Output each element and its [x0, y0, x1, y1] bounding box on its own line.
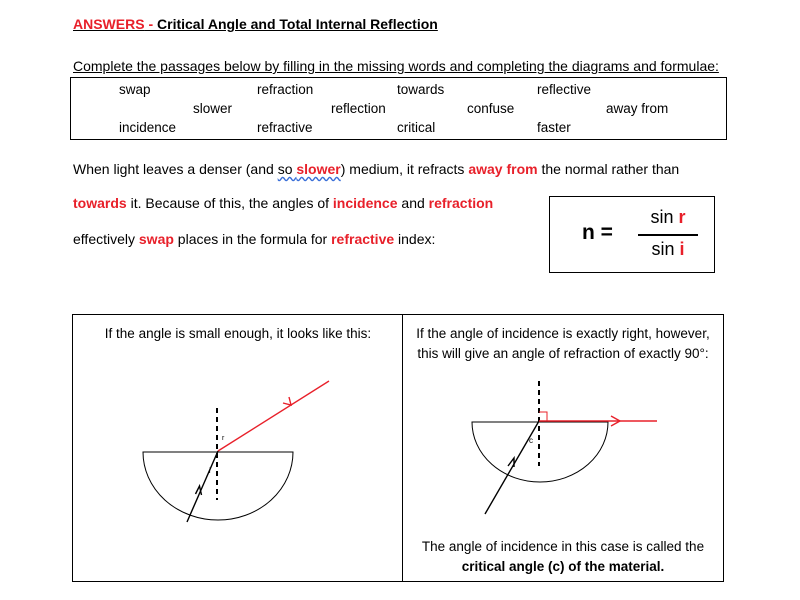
- passage-text: When light leaves a denser (and: [73, 161, 278, 177]
- passage-text: so: [277, 161, 297, 177]
- word-bank-item: towards: [397, 82, 445, 97]
- word-bank-item: critical: [397, 120, 436, 135]
- answer-word: refractive: [331, 231, 395, 247]
- passage-text: the normal rather than: [537, 161, 680, 177]
- answer-word: incidence: [332, 195, 398, 211]
- formula-sin: sin: [651, 239, 680, 259]
- formula-lhs: n =: [582, 221, 613, 244]
- right-caption-line: this will give an angle of refraction of exactly 90°:: [417, 346, 709, 361]
- word-bank-item: reflection: [331, 101, 386, 116]
- critical-angle-caption-line: critical angle (c) of the material.: [461, 559, 665, 574]
- word-bank-item: refraction: [257, 82, 314, 97]
- word-bank-item: reflective: [537, 82, 592, 97]
- answer-word: slower: [296, 161, 341, 177]
- passage-text: index:: [394, 231, 436, 247]
- answer-word: towards: [73, 195, 127, 211]
- formula-var-r: r: [678, 207, 686, 227]
- passage-text: effectively: [73, 231, 139, 247]
- instructions: Complete the passages below by filling in the missing words and completing the diagrams and formulae:: [73, 58, 719, 74]
- passage-text: ) medium, it refracts: [340, 161, 469, 177]
- critical-angle-caption: [405, 537, 721, 577]
- word-bank-item: incidence: [119, 120, 177, 135]
- passage-text: and: [397, 195, 429, 211]
- critical-angle-caption-line: The angle of incidence in this case is called the: [421, 539, 705, 554]
- answer-word: away from: [468, 161, 538, 177]
- title-text: Critical Angle and Total Internal Reflection: [157, 16, 438, 32]
- word-bank-item: swap: [119, 82, 151, 97]
- answers-label: ANSWERS: [73, 16, 145, 32]
- formula-var-i: i: [679, 239, 685, 259]
- answer-word: refraction: [428, 195, 494, 211]
- passage-text: it. Because of this, the angles of: [126, 195, 333, 211]
- angle-label-i: i: [209, 468, 211, 475]
- right-angle-mark: [539, 412, 547, 421]
- word-bank-item: refractive: [257, 120, 313, 135]
- right-caption-line: If the angle of incidence is exactly right, however,: [416, 326, 710, 341]
- word-bank-item: away from: [606, 101, 669, 116]
- word-bank-item: slower: [193, 101, 233, 116]
- left-caption: If the angle is small enough, it looks like this:: [104, 326, 372, 341]
- title-separator: -: [144, 16, 158, 32]
- angle-label-c: c: [529, 436, 533, 445]
- passage-text: places in the formula for: [173, 231, 332, 247]
- word-bank-item: confuse: [467, 101, 515, 116]
- incident-ray: [485, 421, 539, 514]
- formula-sin: sin: [650, 207, 679, 227]
- answer-word: swap: [138, 231, 174, 247]
- angle-label-r: r: [222, 435, 225, 442]
- word-bank-item: faster: [537, 120, 571, 135]
